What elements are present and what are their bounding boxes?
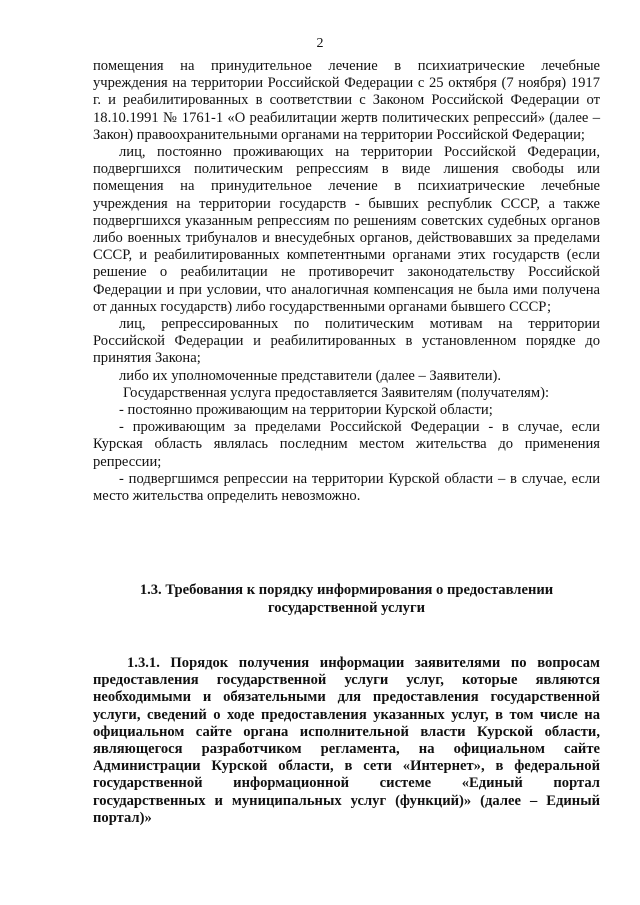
paragraph-persons-repressed: лиц, репрессированных по политическим мотивам на территории Российской Федерации и реабилитированных в установленном порядке до принятия Закона; [93,316,600,367]
section-title-line-2: государственной услуги [267,599,426,616]
page-number: 2 [316,36,324,51]
list-item-repressed-kursk: - подвергшимся репрессии на территории Курской области – в случае, если место жительства определить невозможно. [93,470,600,505]
list-item-residing-abroad: - проживающим за пределами Российской Федерации - в случае, если Курская область являлась последним местом жительства до применения репрессии; [93,419,600,470]
paragraph-persons-residing: лиц, постоянно проживающих на территории Российской Федерации, подвергшихся политическим репрессиям в виде лишения свободы или помещения на принудительное лечение в психиатрические лечебные учреждения на территории государств - бывших республик СССР, а также подвергшихся указанным репрессиям по решениям советских судебных органов либо военных трибуналов и внесудебных органов, действовавших за пределами СССР, и реабилитированных компетентными органами этих государств (если решение о реабилитации не противоречит законодательству Российской Федерации и при условии, что аналогичная компенсация не была ими получена от данных государств) либо государственными органами бывшего СССР; [93,144,600,315]
body-text [93,58,600,505]
section-title-line-1: 1.3. Требования к порядку информирования о предоставлении [139,582,554,598]
paragraph-continuation: помещения на принудительное лечение в психиатрические лечебные учреждения на территории Российской Федерации с 25 октября (7 ноября) 1917 г. и реабилитированных в соответствии с Законом Российской Федерации от 18.10.1991 № 1761-1 «О реабилитации жертв политических репрессий» (далее – Закон) правоохранительными органами на территории Российской Федерации; [93,58,600,143]
list-item-residing-kursk: - постоянно проживающим на территории Курской области; [119,402,493,419]
subsection-1-3-1: 1.3.1. Порядок получения информации заявителями по вопросам предоставления государственной услуги услуг, которые являются необходимыми и обязательными для предоставления государственной услуги, сведений о ходе предоставления указанных услуг, в том числе на официальном сайте органа исполнительной власти Курской области, являющегося разработчиком регламента, на официальном сайте Администрации Курской области, в сети «Интернет», в федеральной государственной информационной системе «Единый портал государственных и муниципальных услуг (функций)» (далее – Единый портал)» [93,655,600,826]
paragraph-service-recipients: Государственная услуга предоставляется Заявителям (получателям): [123,384,550,401]
section-title [93,582,600,617]
paragraph-representatives: либо их уполномоченные представители (далее – Заявители). [119,367,502,384]
